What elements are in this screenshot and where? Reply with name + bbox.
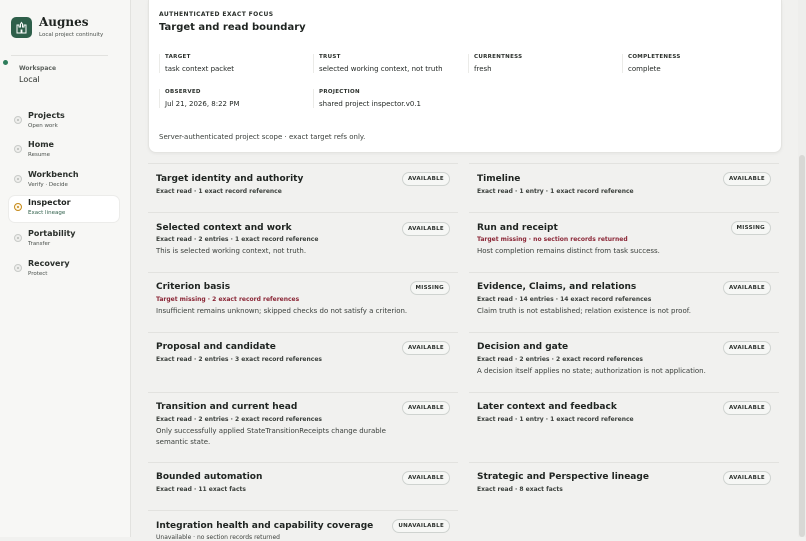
card-title: Decision and gate: [477, 342, 569, 352]
section-card-proposal-candidate[interactable]: [148, 332, 458, 392]
card-meta: Target missing · 2 exact record references: [156, 296, 300, 303]
focus-cell-value: fresh: [474, 65, 492, 73]
card-description: Only successfully applied StateTransitionReceipts change durable semantic state.: [156, 427, 386, 446]
section-card-run-receipt[interactable]: [469, 212, 779, 272]
focus-cell-target: [159, 54, 309, 73]
nav-dot-icon: [14, 175, 22, 183]
nav-item-title: Workbench: [28, 170, 79, 179]
focus-cell-trust: [313, 54, 463, 73]
card-description: Host completion remains distinct from task success.: [477, 247, 660, 255]
card-meta: Unavailable · no section records returned: [156, 534, 280, 541]
status-badge: AVAILABLE: [402, 401, 450, 415]
focus-cell-currentness: [468, 54, 618, 73]
nav-dot-icon: [14, 234, 22, 242]
status-badge: UNAVAILABLE: [392, 519, 450, 533]
card-description: A decision itself applies no state; authorization is not application.: [477, 367, 706, 375]
nav-item-subtitle: Open work: [28, 123, 58, 129]
status-badge: MISSING: [731, 221, 771, 235]
nav-dot-icon: [14, 116, 22, 124]
workspace-status-dot: [3, 60, 8, 65]
scrollbar-thumb[interactable]: [799, 155, 805, 537]
section-card-later-context[interactable]: [469, 392, 779, 462]
status-badge: AVAILABLE: [402, 172, 450, 186]
status-badge: AVAILABLE: [723, 401, 771, 415]
nav-item-subtitle: Verify · Decide: [28, 182, 68, 188]
focus-cell-label: PROJECTION: [319, 89, 360, 95]
focus-cell-label: CURRENTNESS: [474, 54, 523, 60]
card-description: This is selected working context, not truth.: [156, 247, 307, 255]
card-meta: Exact read · 1 entry · 1 exact record reference: [477, 188, 634, 195]
nav-item-title: Home: [28, 140, 54, 149]
card-title: Timeline: [477, 174, 521, 184]
section-card-integration-health[interactable]: [148, 510, 458, 541]
card-title: Transition and current head: [156, 402, 298, 412]
nav-item-title: Portability: [28, 229, 76, 238]
status-badge: AVAILABLE: [402, 471, 450, 485]
card-title: Proposal and candidate: [156, 342, 276, 352]
focus-cell-value: complete: [628, 65, 661, 73]
workspace-label: Workspace: [19, 65, 57, 72]
card-meta: Exact read · 2 entries · 3 exact record references: [156, 356, 322, 363]
section-card-transition-head[interactable]: [148, 392, 458, 462]
sidebar: [0, 0, 131, 537]
nav-item-projects[interactable]: [9, 109, 119, 135]
card-description: Insufficient remains unknown; skipped checks do not satisfy a criterion.: [156, 307, 408, 315]
status-badge: AVAILABLE: [723, 172, 771, 186]
nav-item-title: Inspector: [28, 198, 71, 207]
status-badge: AVAILABLE: [723, 281, 771, 295]
nav-dot-icon: [14, 203, 22, 211]
nav-item-title: Projects: [28, 111, 65, 120]
card-description: Claim truth is not established; relation existence is not proof.: [477, 307, 691, 315]
card-meta: Target missing · no section records returned: [477, 236, 628, 243]
focus-cell-label: TARGET: [165, 54, 191, 60]
nav-item-workbench[interactable]: [9, 168, 119, 194]
card-title: Bounded automation: [156, 472, 263, 482]
card-title: Target identity and authority: [156, 174, 304, 184]
scrollbar[interactable]: [798, 0, 806, 537]
nav-item-title: Recovery: [28, 259, 70, 268]
card-meta: Exact read · 2 entries · 2 exact record references: [156, 416, 322, 423]
section-card-decision-gate[interactable]: [469, 332, 779, 392]
section-card-strategic-lineage[interactable]: [469, 462, 779, 510]
card-title: Criterion basis: [156, 282, 231, 292]
divider: [11, 55, 108, 56]
focus-title: Target and read boundary: [159, 22, 306, 33]
nav-item-recovery[interactable]: [9, 257, 119, 283]
card-meta: Exact read · 11 exact facts: [156, 486, 246, 493]
card-meta: Exact read · 2 entries · 2 exact record references: [477, 356, 643, 363]
section-card-target-identity[interactable]: [148, 163, 458, 216]
nav-item-portability[interactable]: [9, 227, 119, 253]
focus-cell-value: shared project inspector.v0.1: [319, 100, 421, 108]
card-title: Later context and feedback: [477, 402, 617, 412]
nav-item-subtitle: Exact lineage: [28, 210, 66, 216]
section-card-timeline[interactable]: [469, 163, 779, 216]
focus-cell-completeness: [622, 54, 772, 73]
workspace-selector[interactable]: Local: [19, 75, 40, 84]
focus-panel: [148, 0, 782, 153]
focus-cell-projection: [313, 89, 463, 108]
focus-cell-label: COMPLETENESS: [628, 54, 681, 60]
focus-cell-label: OBSERVED: [165, 89, 201, 95]
brand-name: Augnes: [39, 15, 89, 29]
focus-cell-observed: [159, 89, 309, 108]
focus-cell-value: task context packet: [165, 65, 235, 73]
brand-subtitle: Local project continuity: [39, 32, 104, 38]
focus-cell-label: TRUST: [319, 54, 341, 60]
castle-icon: [15, 21, 28, 34]
status-badge: MISSING: [410, 281, 450, 295]
card-title: Run and receipt: [477, 223, 558, 233]
status-badge: AVAILABLE: [723, 341, 771, 355]
card-meta: Exact read · 8 exact facts: [477, 486, 563, 493]
status-badge: AVAILABLE: [723, 471, 771, 485]
nav-dot-icon: [14, 264, 22, 272]
card-meta: Exact read · 1 exact record reference: [156, 188, 282, 195]
card-title: Evidence, Claims, and relations: [477, 282, 637, 292]
card-meta: Exact read · 14 entries · 14 exact record references: [477, 296, 652, 303]
section-card-criterion-basis[interactable]: [148, 272, 458, 332]
focus-scope-note: Server-authenticated project scope · exact target refs only.: [159, 133, 366, 141]
nav-dot-icon: [14, 145, 22, 153]
nav-item-subtitle: Transfer: [28, 241, 51, 247]
card-title: Integration health and capability coverage: [156, 521, 374, 531]
nav-item-subtitle: Protect: [28, 271, 48, 277]
focus-eyebrow: AUTHENTICATED EXACT FOCUS: [159, 11, 274, 18]
focus-cell-value: Jul 21, 2026, 8:22 PM: [165, 100, 240, 108]
section-card-selected-context[interactable]: [148, 212, 458, 272]
section-card-bounded-automation[interactable]: [148, 462, 458, 510]
nav-item-home[interactable]: [9, 138, 119, 164]
focus-cell-value: selected working context, not truth: [319, 65, 443, 73]
nav-item-inspector[interactable]: [9, 196, 119, 222]
card-title: Strategic and Perspective lineage: [477, 472, 649, 482]
card-meta: Exact read · 2 entries · 1 exact record reference: [156, 236, 319, 243]
app-logo: [11, 17, 32, 38]
nav-item-subtitle: Resume: [28, 152, 51, 158]
status-badge: AVAILABLE: [402, 341, 450, 355]
card-meta: Exact read · 1 entry · 1 exact record reference: [477, 416, 634, 423]
section-card-evidence-claims[interactable]: [469, 272, 779, 332]
status-badge: AVAILABLE: [402, 222, 450, 236]
card-title: Selected context and work: [156, 223, 292, 233]
